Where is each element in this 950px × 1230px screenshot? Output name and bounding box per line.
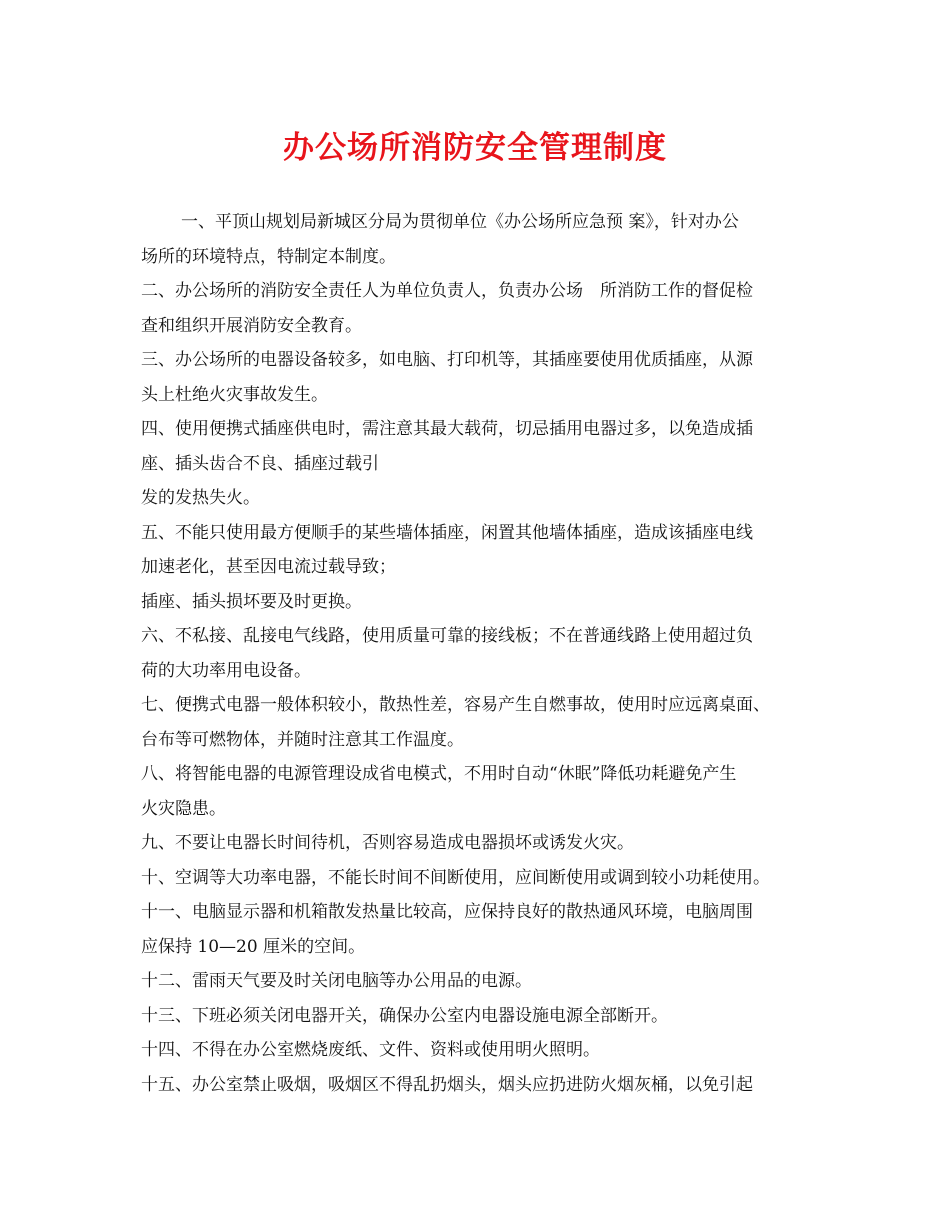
text-line: 十三、下班必须关闭电器开关，确保办公室内电器设施电源全部断开。 [141, 1005, 668, 1026]
text-line: 一、平顶山规划局新城区分局为贯彻单位《办公场所应急预 案》，针对办公 [181, 212, 739, 232]
text-line: 十、空调等大功率电器，不能长时间不间断使用，应间断使用或调到较小功耗使用。 [141, 867, 770, 888]
text-line: 十四、不得在办公室燃烧废纸、文件、资料或使用明火照明。 [141, 1040, 600, 1060]
text-line: 荷的大功率用电设备。 [141, 660, 311, 681]
text-line: 九、不要让电器长时间待机，否则容易造成电器损坏或诱发火灾。 [141, 833, 634, 853]
text-line: 十五、办公室禁止吸烟，吸烟区不得乱扔烟头，烟头应扔进防火烟灰桶，以免引起 [141, 1074, 753, 1095]
text-line: 发的发热失火。 [141, 488, 260, 508]
text-line: 十一、电脑显示器和机箱散发热量比较高，应保持良好的散热通风环境，电脑周围 [141, 902, 753, 922]
text-line: 查和组织开展消防安全教育。 [141, 315, 362, 336]
text-line: 五、不能只使用最方便顺手的某些墙体插座，闲置其他墙体插座，造成该插座电线 [141, 522, 753, 543]
text-line: 三、办公场所的电器设备较多，如电脑、打印机等，其插座要使用优质插座，从源 [141, 350, 753, 370]
text-line: 八、将智能电器的电源管理设成省电模式，不用时自动“休眠”降低功耗避免产生 [141, 764, 737, 784]
text-line: 台布等可燃物体，并随时注意其工作温度。 [141, 729, 464, 750]
text-line: 头上杜绝火灾事故发生。 [141, 384, 328, 405]
text-line: 插座、插头损坏要及时更换。 [141, 591, 362, 612]
text-line: 七、便携式电器一般体积较小，散热性差，容易产生自燃事故，使用时应远离桌面、 [141, 695, 770, 715]
text-line: 场所的环境特点，特制定本制度。 [141, 246, 396, 267]
text-line: 火灾隐患。 [141, 798, 226, 819]
document-title: 办公场所消防安全管理制度 [283, 130, 667, 166]
document-body [141, 205, 841, 1102]
text-line: 二、办公场所的消防安全责任人为单位负责人，负责办公场 所消防工作的督促检 [141, 281, 753, 301]
text-line: 四、使用便携式插座供电时，需注意其最大载荷，切忌插用电器过多，以免造成插 [141, 419, 753, 439]
text-line: 应保持 10—20 厘米的空间。 [141, 936, 366, 957]
text-line: 十二、雷雨天气要及时关闭电脑等办公用品的电源。 [141, 971, 532, 991]
text-line: 六、不私接、乱接电气线路，使用质量可靠的接线板；不在普通线路上使用超过负 [141, 626, 753, 646]
text-line: 加速老化，甚至因电流过载导致； [141, 557, 396, 577]
text-line: 座、插头齿合不良、插座过载引 [141, 453, 379, 474]
